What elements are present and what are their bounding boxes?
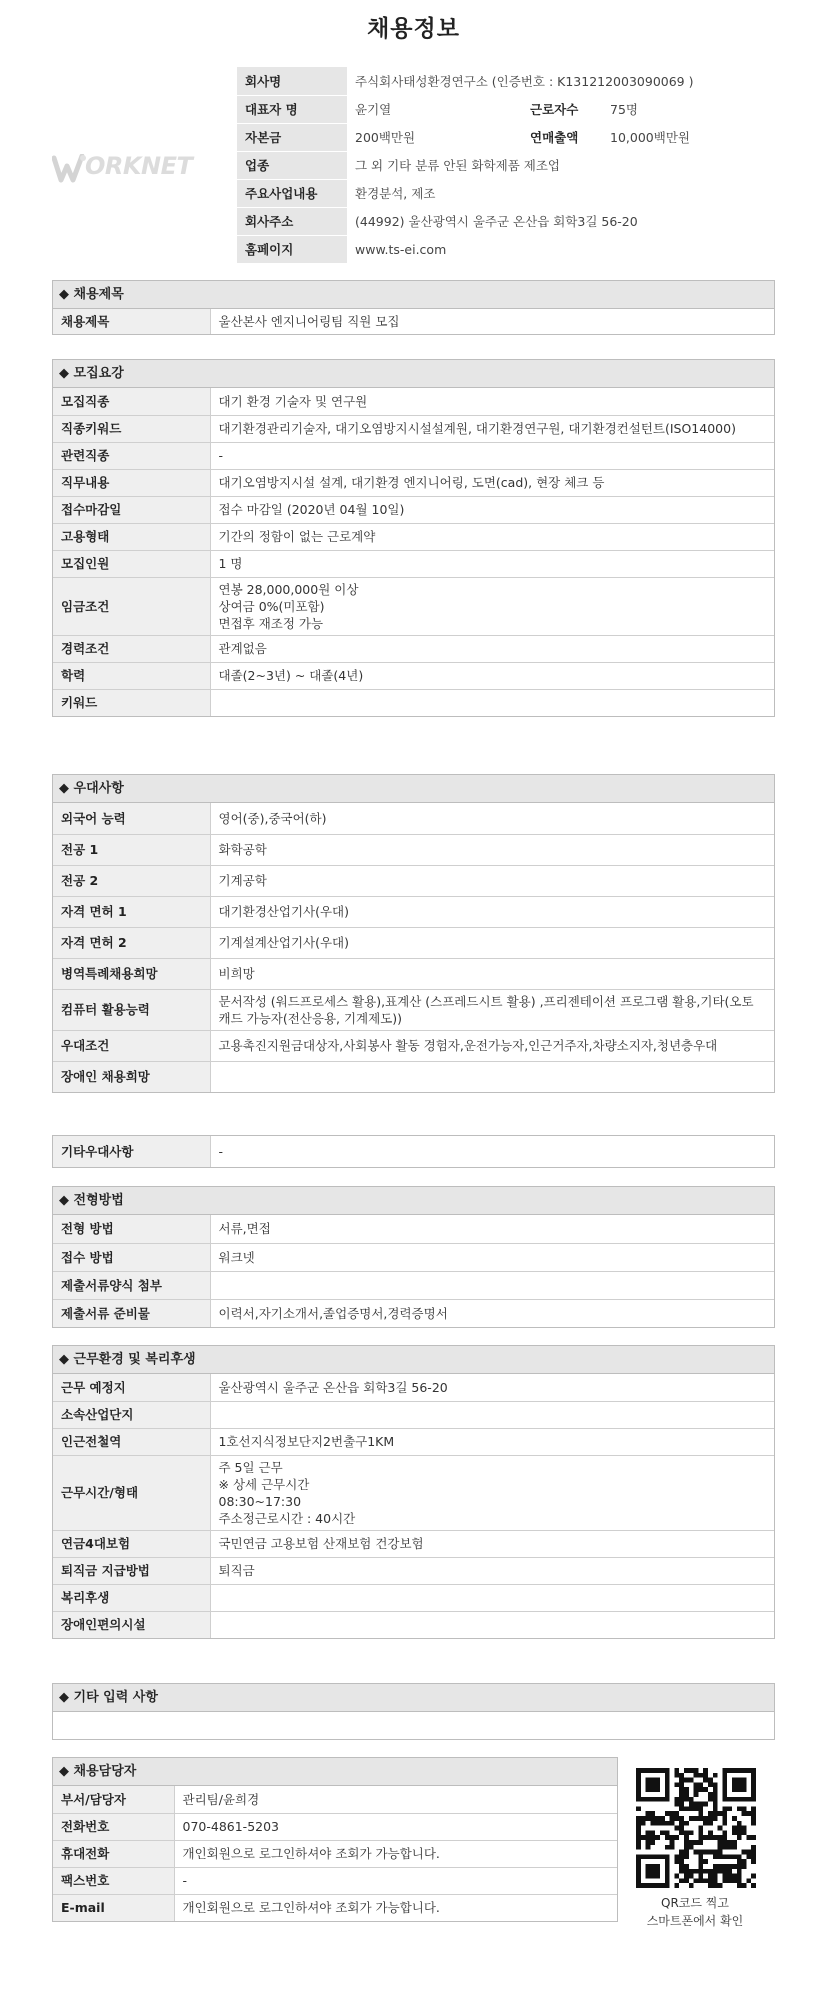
section-table — [53, 803, 774, 1092]
logo-text: ORKNET — [85, 152, 193, 180]
row-label: 제출서류양식 첨부 — [53, 1271, 210, 1299]
row-value — [210, 1584, 774, 1611]
table-row — [53, 1136, 774, 1167]
row-label: 장애인편의시설 — [53, 1611, 210, 1638]
row-label: 인근전철역 — [53, 1428, 210, 1455]
table-row — [53, 1215, 774, 1243]
row-value: - — [218, 1144, 224, 1159]
row-value — [210, 1271, 774, 1299]
qr-caption — [620, 1894, 770, 1930]
table-row — [53, 1584, 774, 1611]
employees-label: 근로자수 — [522, 95, 602, 123]
row-value: 대기환경산업기사(우대) — [210, 896, 774, 927]
worknet-w-logo-icon — [52, 154, 88, 184]
row-label: 장애인 채용희망 — [53, 1061, 210, 1092]
row-label: E-mail — [53, 1894, 174, 1921]
row-value: 이력서,자기소개서,졸업증명서,경력증명서 — [218, 1305, 448, 1321]
table-row — [53, 496, 774, 523]
row-label: 키워드 — [53, 689, 210, 716]
row-value: 울산광역시 울주군 온산읍 회학3길 56-20 — [210, 1374, 774, 1401]
section-table — [53, 1215, 774, 1327]
table-row — [53, 1530, 774, 1557]
row-label: 채용제목 — [53, 309, 210, 334]
row-label: 모집인원 — [53, 550, 210, 577]
table-row — [53, 662, 774, 689]
row-value: 서류,면접 — [210, 1215, 774, 1243]
business-value: 환경분석, 제조 — [347, 179, 778, 207]
row-label: 컴퓨터 활용능력 — [53, 989, 210, 1030]
row-value: - — [210, 442, 774, 469]
row-value: 관계없음 — [210, 635, 774, 662]
row-value: 개인회원으로 로그인하셔야 조회가 가능합니다. — [174, 1840, 617, 1867]
row-label: 임금조건 — [53, 577, 210, 635]
section-table — [53, 1374, 774, 1638]
row-value: 국민연금 고용보험 산재보험 건강보험 — [210, 1530, 774, 1557]
row-value: 문서작성 (워드프로세스 활용),표계산 (스프레드시트 활용) ,프리젠테이션 프로그램 활용,기타(오토 캐드 가능자(전산응용, 기계제도)) — [210, 989, 774, 1030]
row-value: 관리팀/윤희경 — [174, 1786, 617, 1813]
row-value — [210, 1061, 774, 1092]
row-label: 병역특례채용희망 — [53, 958, 210, 989]
section-table — [53, 1136, 774, 1167]
row-value: 퇴직금 — [210, 1557, 774, 1584]
table-row — [53, 1786, 617, 1813]
row-value: 영어(중),중국어(하) — [210, 803, 774, 834]
qr-caption-line-1: QR코드 찍고 — [661, 1896, 729, 1910]
industry-label: 업종 — [237, 151, 347, 179]
row-value: 대기환경관리기술자, 대기오염방지시설설계원, 대기환경연구원, 대기환경컨설턴트(ISO14000) — [210, 415, 774, 442]
section-table — [53, 1786, 617, 1921]
section-header: ◆ 채용제목 — [53, 281, 774, 309]
table-row — [53, 927, 774, 958]
row-label: 소속산업단지 — [53, 1401, 210, 1428]
address-label: 회사주소 — [237, 207, 347, 235]
capital-label: 자본금 — [237, 123, 347, 151]
section-table — [53, 388, 774, 716]
recruit-title-section — [52, 280, 775, 335]
row-label: 부서/담당자 — [53, 1786, 174, 1813]
capital-value: 200백만원 — [347, 123, 522, 151]
qr-code-icon — [634, 1768, 758, 1888]
row-value: 기계공학 — [210, 865, 774, 896]
row-label: 접수 방법 — [53, 1243, 210, 1271]
row-value: 연봉 28,000,000원 이상 상여금 0%(미포함) 면접후 재조정 가능 — [210, 577, 774, 635]
table-row — [53, 1557, 774, 1584]
business-label: 주요사업내용 — [237, 179, 347, 207]
section-header: ◆ 채용담당자 — [53, 1758, 617, 1786]
table-row — [53, 989, 774, 1030]
row-label: 전형 방법 — [53, 1215, 210, 1243]
worknet-logo — [52, 150, 217, 190]
table-row — [53, 442, 774, 469]
row-label: 우대조건 — [53, 1030, 210, 1061]
preferences-section — [52, 774, 775, 1093]
table-row — [53, 469, 774, 496]
company-name-value: 주식회사태성환경연구소 (인증번호 : K131212003090069 ) — [347, 67, 778, 95]
table-row — [53, 415, 774, 442]
row-value: 기간의 정함이 없는 근로계약 — [210, 523, 774, 550]
employees-value: 75명 — [602, 95, 778, 123]
row-label: 근무시간/형태 — [53, 1455, 210, 1530]
row-label: 근무 예정지 — [53, 1374, 210, 1401]
table-row — [53, 1299, 774, 1327]
row-label: 팩스번호 — [53, 1867, 174, 1894]
row-label: 전공 1 — [53, 834, 210, 865]
table-row — [53, 1455, 774, 1530]
row-value: 비희망 — [210, 958, 774, 989]
row-value: 주 5일 근무 ※ 상세 근무시간 08:30~17:30 주소정근로시간 : 40시간 — [210, 1455, 774, 1530]
table-row — [53, 1840, 617, 1867]
row-value — [210, 1611, 774, 1638]
row-label: 휴대전화 — [53, 1840, 174, 1867]
table-row — [53, 1611, 774, 1638]
row-value: 고용촉진지원금대상자,사회봉사 활동 경험자,운전가능자,인근거주자,차량소지자,청년층우대 — [210, 1030, 774, 1061]
row-label: 자격 면허 2 — [53, 927, 210, 958]
row-label: 접수마감일 — [53, 496, 210, 523]
row-value: 대기오염방지시설 설계, 대기환경 엔지니어링, 도면(cad), 현장 체크 등 — [210, 469, 774, 496]
table-row — [53, 550, 774, 577]
row-value: 기계설계산업기사(우대) — [210, 927, 774, 958]
row-label: 직무내용 — [53, 469, 210, 496]
row-value: 울산본사 엔지니어링팀 직원 모집 — [218, 314, 400, 329]
table-row — [53, 1401, 774, 1428]
contact-section — [52, 1757, 618, 1922]
table-row — [53, 1894, 617, 1921]
row-value — [210, 1401, 774, 1428]
row-value: 070-4861-5203 — [174, 1813, 617, 1840]
row-value: 1 명 — [210, 550, 774, 577]
table-row — [53, 865, 774, 896]
row-label: 제출서류 준비물 — [53, 1299, 210, 1327]
table-row — [53, 1271, 774, 1299]
industry-value: 그 외 기타 분류 안된 화학제품 제조업 — [347, 151, 778, 179]
table-row — [53, 1428, 774, 1455]
homepage-label: 홈페이지 — [237, 235, 347, 263]
row-value: 대졸(2~3년) ~ 대졸(4년) — [210, 662, 774, 689]
row-label: 자격 면허 1 — [53, 896, 210, 927]
row-value: 대기 환경 기술자 및 연구원 — [210, 388, 774, 415]
page-title: 채용정보 — [367, 16, 460, 42]
row-label: 고용형태 — [53, 523, 210, 550]
other-info-content — [53, 1712, 774, 1739]
section-table — [53, 309, 774, 334]
table-row — [53, 1374, 774, 1401]
section-header: ◆ 우대사항 — [53, 775, 774, 803]
row-value — [210, 689, 774, 716]
table-row — [53, 834, 774, 865]
row-label: 전공 2 — [53, 865, 210, 896]
requirements-section — [52, 359, 775, 717]
other-preferences-section — [52, 1135, 775, 1168]
company-name-label: 회사명 — [237, 67, 347, 95]
other-info-section — [52, 1683, 775, 1740]
row-label: 복리후생 — [53, 1584, 210, 1611]
table-row — [53, 1030, 774, 1061]
table-row — [53, 1813, 617, 1840]
table-row — [53, 803, 774, 834]
row-label: 모집직종 — [53, 388, 210, 415]
row-value: 워크넷 — [210, 1243, 774, 1271]
table-row — [53, 958, 774, 989]
table-row — [53, 1061, 774, 1092]
row-value: 접수 마감일 (2020년 04월 10일) — [210, 496, 774, 523]
table-row — [53, 577, 774, 635]
row-label: 기타우대사항 — [53, 1136, 210, 1167]
section-header: ◆ 기타 입력 사항 — [53, 1684, 774, 1712]
table-row — [53, 1243, 774, 1271]
row-label: 학력 — [53, 662, 210, 689]
row-value: 화학공학 — [210, 834, 774, 865]
row-value: - — [174, 1867, 617, 1894]
qr-caption-line-2: 스마트폰에서 확인 — [646, 1914, 744, 1928]
row-label: 외국어 능력 — [53, 803, 210, 834]
table-row — [53, 388, 774, 415]
homepage-link[interactable]: www.ts-ei.com — [347, 235, 778, 263]
section-header: ◆ 전형방법 — [53, 1187, 774, 1215]
row-label: 연금4대보험 — [53, 1530, 210, 1557]
row-label: 직종키워드 — [53, 415, 210, 442]
row-label: 관련직종 — [53, 442, 210, 469]
ceo-label: 대표자 명 — [237, 95, 347, 123]
row-label: 퇴직금 지급방법 — [53, 1557, 210, 1584]
table-row — [53, 896, 774, 927]
sales-label: 연매출액 — [522, 123, 602, 151]
working-section — [52, 1345, 775, 1639]
row-value: 개인회원으로 로그인하셔야 조회가 가능합니다. — [182, 1900, 440, 1916]
table-row — [53, 689, 774, 716]
section-header: ◆ 근무환경 및 복리후생 — [53, 1346, 774, 1374]
row-value: 1호선지식정보단지2번출구1KM — [210, 1428, 774, 1455]
selection-section — [52, 1186, 775, 1328]
sales-value: 10,000백만원 — [602, 123, 778, 151]
table-row — [53, 523, 774, 550]
row-label: 전화번호 — [53, 1813, 174, 1840]
section-header: ◆ 모집요강 — [53, 360, 774, 388]
ceo-value: 윤기열 — [347, 95, 522, 123]
address-value: (44992) 울산광역시 울주군 온산읍 회학3길 56-20 — [347, 207, 778, 235]
table-row — [53, 635, 774, 662]
table-row — [53, 1867, 617, 1894]
table-row — [53, 309, 774, 334]
company-info-table — [237, 67, 778, 264]
row-label: 경력조건 — [53, 635, 210, 662]
